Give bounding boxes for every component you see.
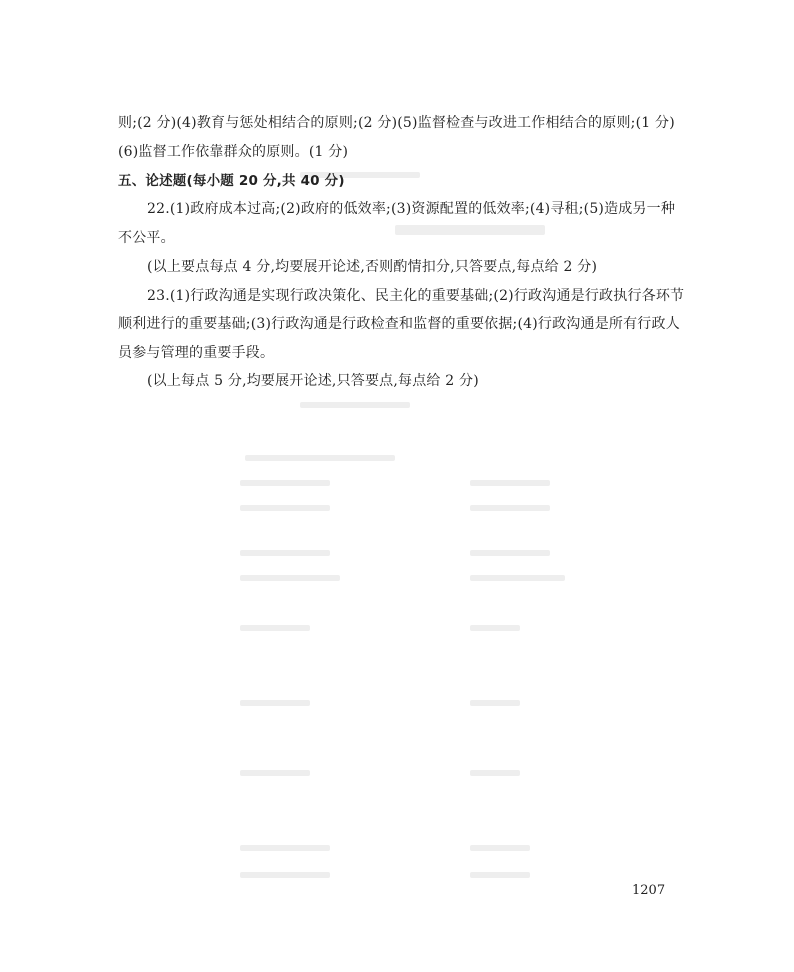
bleed-through-mark — [470, 625, 520, 631]
bleed-through-mark — [240, 770, 310, 776]
bleed-through-mark — [470, 845, 530, 851]
answer-23-line-3: 员参与管理的重要手段。 — [118, 345, 275, 361]
bleed-through-mark — [240, 845, 330, 851]
page-number: 1207 — [632, 883, 666, 898]
bleed-through-mark — [240, 550, 330, 556]
answer-line-principles-cont: 则;(2 分)(4)教育与惩处相结合的原则;(2 分)(5)监督检查与改进工作相结合的原则;(1 分) — [118, 115, 675, 131]
bleed-through-mark — [245, 455, 395, 461]
section-heading-essay: 五、论述题(每小题 20 分,共 40 分) — [118, 173, 345, 189]
answer-23-line-1: 23.(1)行政沟通是实现行政决策化、民主化的重要基础;(2)行政沟通是行政执行各环节 — [147, 288, 685, 304]
bleed-through-mark — [470, 872, 530, 878]
answer-line-principle-6: (6)监督工作依靠群众的原则。(1 分) — [118, 144, 349, 160]
answer-22-line-1: 22.(1)政府成本过高;(2)政府的低效率;(3)资源配置的低效率;(4)寻租;(5)造成另一种 — [147, 201, 676, 217]
bleed-through-mark — [470, 550, 550, 556]
bleed-through-mark — [470, 505, 550, 511]
answer-22-line-2: 不公平。 — [118, 230, 175, 246]
bleed-through-mark — [300, 402, 410, 408]
bleed-through-mark — [240, 700, 310, 706]
bleed-through-mark — [470, 770, 520, 776]
answer-23-line-2: 顺利进行的重要基础;(3)行政沟通是行政检查和监督的重要依据;(4)行政沟通是所有行政人 — [118, 316, 680, 332]
bleed-through-mark — [240, 872, 330, 878]
bleed-through-mark — [470, 480, 550, 486]
bleed-through-mark — [470, 700, 520, 706]
bleed-through-mark — [395, 225, 545, 235]
scoring-note-23: (以上每点 5 分,均要展开论述,只答要点,每点给 2 分) — [147, 373, 479, 389]
scoring-note-22: (以上要点每点 4 分,均要展开论述,否则酌情扣分,只答要点,每点给 2 分) — [147, 259, 598, 275]
bleed-through-mark — [470, 575, 565, 581]
bleed-through-mark — [240, 505, 330, 511]
bleed-through-mark — [240, 625, 310, 631]
bleed-through-mark — [240, 575, 340, 581]
bleed-through-mark — [240, 480, 330, 486]
